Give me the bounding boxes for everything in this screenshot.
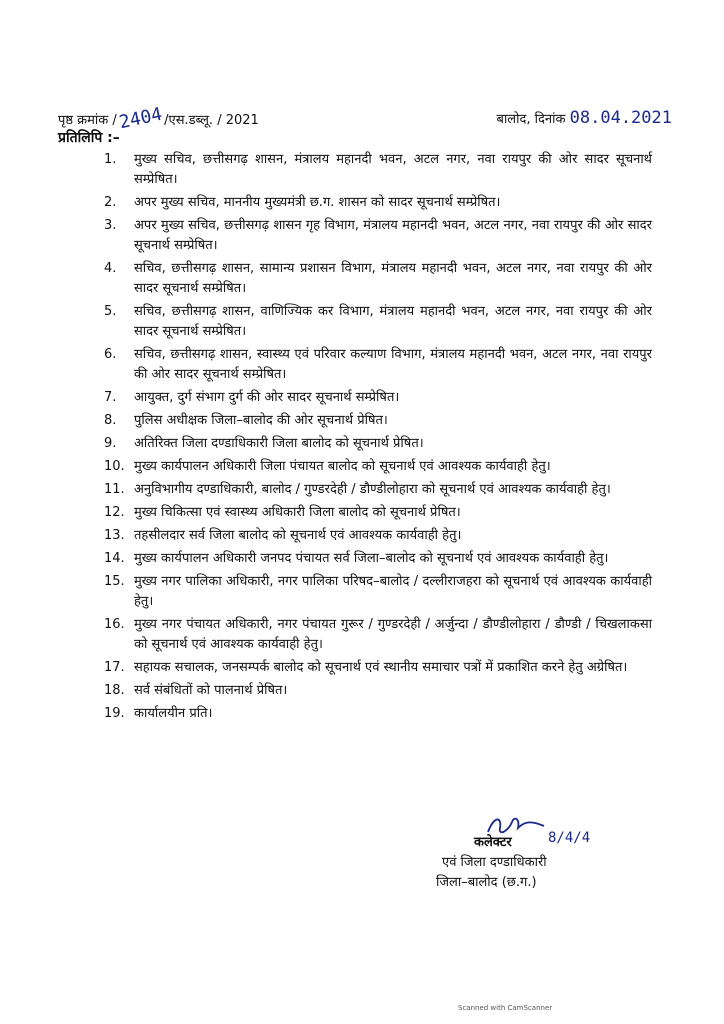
list-item — [104, 434, 652, 454]
signatory-title-magistrate: एवं जिला दण्डाधिकारी — [442, 855, 547, 870]
list-item — [104, 216, 652, 256]
list-item — [104, 503, 652, 523]
list-item — [104, 388, 652, 408]
list-item — [104, 704, 652, 724]
ref-number-handwritten: 2404 — [117, 103, 164, 134]
list-item-number: 11. — [104, 482, 125, 497]
list-item — [104, 193, 652, 213]
list-item — [104, 526, 652, 546]
list-item — [104, 411, 652, 431]
list-item-text: सर्व संबंधितों को पालनार्थ प्रेषित। — [134, 683, 288, 698]
list-item-text: सचिव, छत्तीसगढ़ शासन, स्वास्थ्य एवं परिवार कल्याण विभाग, मंत्रालय महानदी भवन, अटल नगर, नवा रायपुर की ओर सादर सूचनार्थ सम्प्रेषित। — [134, 347, 652, 382]
list-item-number: 14. — [104, 551, 125, 566]
list-item-number: 10. — [104, 459, 125, 474]
list-item-text: मुख्य चिकित्सा एवं स्वास्थ्य अधिकारी जिला बालोद को सूचनार्थ प्रेषित। — [134, 505, 461, 520]
pratilipi-heading: प्रतिलिपि :– — [58, 130, 120, 146]
list-item-number: 16. — [104, 617, 125, 632]
list-item — [104, 658, 652, 678]
list-item-text: सचिव, छत्तीसगढ़ शासन, वाणिज्यिक कर विभाग, मंत्रालय महानदी भवन, अटल नगर, नवा रायपुर की ओर सादर सूचनार्थ सम्प्रेषित। — [134, 304, 652, 339]
list-item-text: मुख्य कार्यपालन अधिकारी जनपद पंचायत सर्व जिला–बालोद को सूचनार्थ एवं आवश्यक कार्यवाही हेतु। — [134, 551, 609, 566]
ref-prefix: पृष्ठ क्रमांक / — [58, 113, 117, 128]
list-item-number: 1. — [104, 152, 117, 167]
signature-block — [430, 812, 660, 902]
list-item-number: 13. — [104, 528, 125, 543]
list-item-text: अपर मुख्य सचिव, छत्तीसगढ़ शासन गृह विभाग, मंत्रालय महानदी भवन, अटल नगर, नवा रायपुर की ओर सादर सूचनार्थ सम्प्रेषित। — [134, 218, 652, 253]
list-item-number: 7. — [104, 390, 117, 405]
list-item-number: 8. — [104, 413, 117, 428]
list-item — [104, 480, 652, 500]
list-item-number: 3. — [104, 218, 117, 233]
signatory-district: जिला–बालोद (छ.ग.) — [436, 875, 537, 890]
list-item-text: सचिव, छत्तीसगढ़ शासन, सामान्य प्रशासन विभाग, मंत्रालय महानदी भवन, अटल नगर, नवा रायपुर की ओर सादर सूचनार्थ सम्प्रेषित। — [134, 261, 652, 296]
list-item-number: 12. — [104, 505, 125, 520]
list-item — [104, 150, 652, 190]
list-item-text: कार्यालयीन प्रति। — [134, 706, 213, 721]
list-item — [104, 549, 652, 569]
list-item-text: अपर मुख्य सचिव, माननीय मुख्यमंत्री छ.ग. शासन को सादर सूचनार्थ सम्प्रेषित। — [134, 195, 501, 210]
list-item — [104, 681, 652, 701]
list-item-text: मुख्य कार्यपालन अधिकारी जिला पंचायत बालोद को सूचनार्थ एवं आवश्यक कार्यवाही हेतु। — [134, 459, 551, 474]
list-item-number: 2. — [104, 195, 117, 210]
list-item-number: 18. — [104, 683, 125, 698]
list-item-text: मुख्य सचिव, छत्तीसगढ़ शासन, मंत्रालय महानदी भवन, अटल नगर, नवा रायपुर की ओर सादर सूचनार्थ सम्प्रेषित। — [134, 152, 652, 187]
list-item-text: अतिरिक्त जिला दण्डाधिकारी जिला बालोद को सूचनार्थ प्रेषित। — [134, 436, 424, 451]
list-item-number: 5. — [104, 304, 117, 319]
list-item-number: 9. — [104, 436, 117, 451]
list-item-text: तहसीलदार सर्व जिला बालोद को सूचनार्थ एवं आवश्यक कार्यवाही हेतु। — [134, 528, 462, 543]
list-item-text: पुलिस अधीक्षक जिला–बालोद की ओर सूचनार्थ प्रेषित। — [134, 413, 388, 428]
list-item — [104, 302, 652, 342]
list-item-number: 4. — [104, 261, 117, 276]
list-item-text: मुख्य नगर पंचायत अधिकारी, नगर पंचायत गुरूर / गुण्डरदेही / अर्जुन्दा / डौण्डीलोहारा / डौण्डी / चिखलाकसा को सूचनार्थ एवं आवश्यक कार्यवाही हेतु। — [134, 617, 652, 652]
list-item-number: 15. — [104, 574, 125, 589]
list-item — [104, 345, 652, 385]
list-item — [104, 259, 652, 299]
place-date-label: बालोद, दिनांक — [496, 112, 566, 127]
signatory-title-collector: कलेक्टर — [474, 835, 512, 850]
distribution-list — [104, 150, 652, 727]
list-item-number: 6. — [104, 347, 117, 362]
list-item-text: मुख्य नगर पालिका अधिकारी, नगर पालिका परिषद–बालोद / दल्लीराजहरा को सूचनार्थ एवं आवश्यक कार्यवाही हेतु। — [134, 574, 652, 609]
list-item — [104, 457, 652, 477]
list-item — [104, 572, 652, 612]
signature-date-handwritten: 8/4/4 — [548, 830, 591, 846]
list-item — [104, 615, 652, 655]
ref-suffix: /एस.डब्लू. / 2021 — [164, 113, 259, 128]
date-handwritten: 08.04.2021 — [569, 108, 672, 128]
list-item-number: 19. — [104, 706, 125, 721]
list-item-text: सहायक सचालक, जनसम्पर्क बालोद को सूचनार्थ एवं स्थानीय समाचार पत्रों में प्रकाशित करने हेतु अग्रेषित। — [134, 660, 628, 675]
list-item-number: 17. — [104, 660, 125, 675]
reference-line — [58, 103, 259, 134]
list-item-text: आयुक्त, दुर्ग संभाग दुर्ग की ओर सादर सूचनार्थ सम्प्रेषित। — [134, 390, 400, 405]
place-date-line — [497, 108, 672, 128]
list-item-text: अनुविभागीय दण्डाधिकारी, बालोद / गुण्डरदेही / डौण्डीलोहारा को सूचनार्थ एवं आवश्यक कार्यवाही हेतु। — [134, 482, 611, 497]
scanner-watermark: Scanned with CamScanner — [458, 1004, 553, 1012]
